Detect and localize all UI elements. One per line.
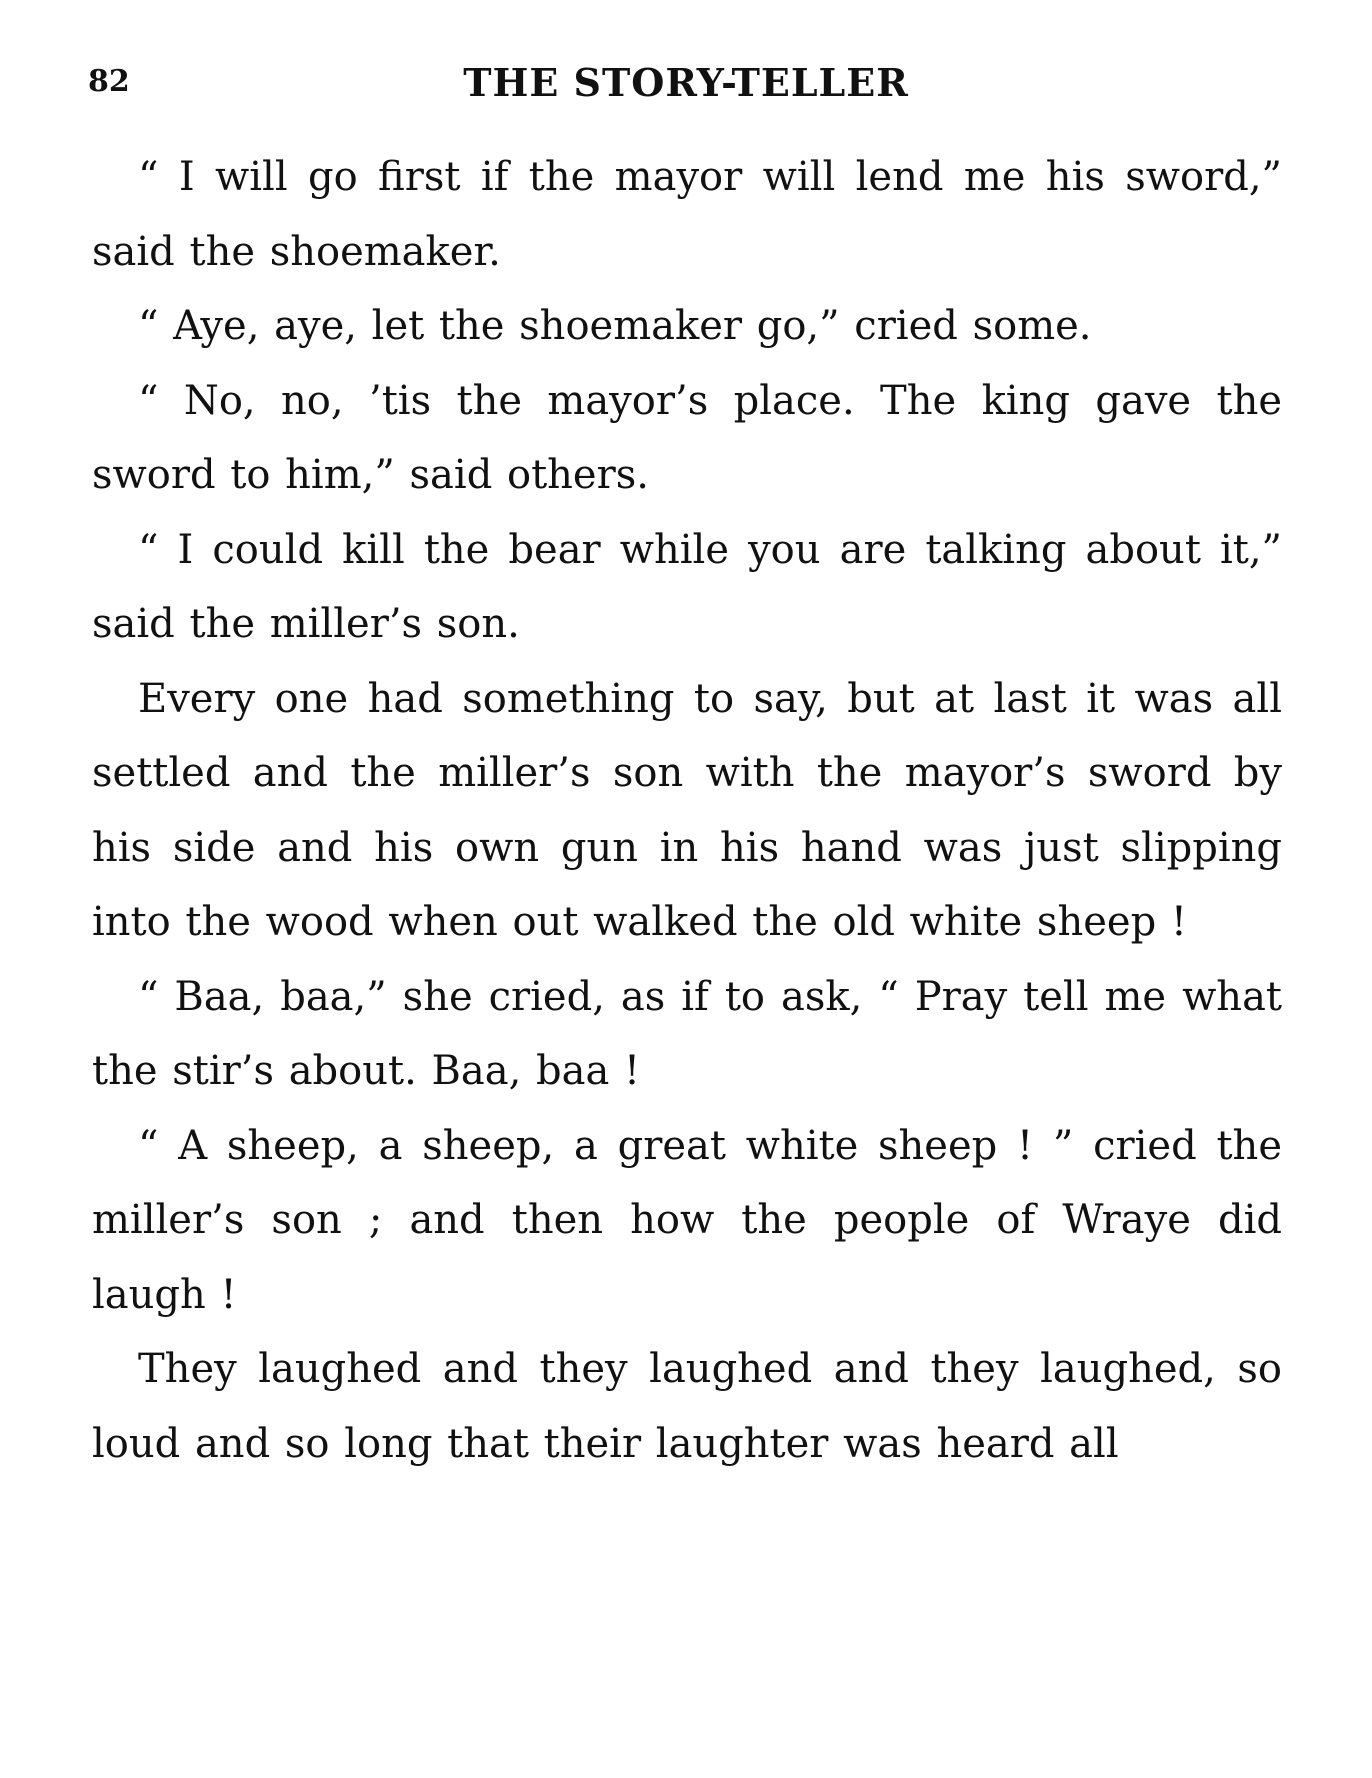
paragraph-baa-baa: “ Baa, baa,” she cried, as if to ask, “ Pray tell me what the stir’s about. Baa, baa ! [92, 973, 1282, 1094]
body-text [92, 140, 1282, 1481]
paragraph-mayors-place: “ No, no, ’tis the mayor’s place. The king gave the sword to him,” said others. [92, 377, 1282, 498]
paragraph-aye-aye: “ Aye, aye, let the shoemaker go,” cried some. [138, 303, 1092, 349]
paragraph-they-laughed: They laughed and they laughed and they laughed, so loud and so long that their laughter was heard all [92, 1346, 1282, 1467]
paragraph-white-sheep: Every one had something to say, but at last it was all settled and the miller’s son with the mayor’s sword by his side and his own gun in his hand was just slipping into the wood when out walked the old white sheep ! [92, 675, 1282, 945]
running-title: THE STORY-TELLER [463, 60, 909, 105]
paragraph-millers-son: “ I could kill the bear while you are talking about it,” said the miller’s son. [92, 526, 1282, 647]
page-header [88, 60, 1284, 110]
paragraph-shoemaker-offer: “ I will go first if the mayor will lend me his sword,” said the shoemaker. [92, 154, 1282, 275]
paragraph-great-white-sheep: “ A sheep, a sheep, a great white sheep ! ” cried the miller’s son ; and then how the people of Wraye did laugh ! [92, 1122, 1282, 1318]
page-number: 82 [88, 64, 130, 99]
